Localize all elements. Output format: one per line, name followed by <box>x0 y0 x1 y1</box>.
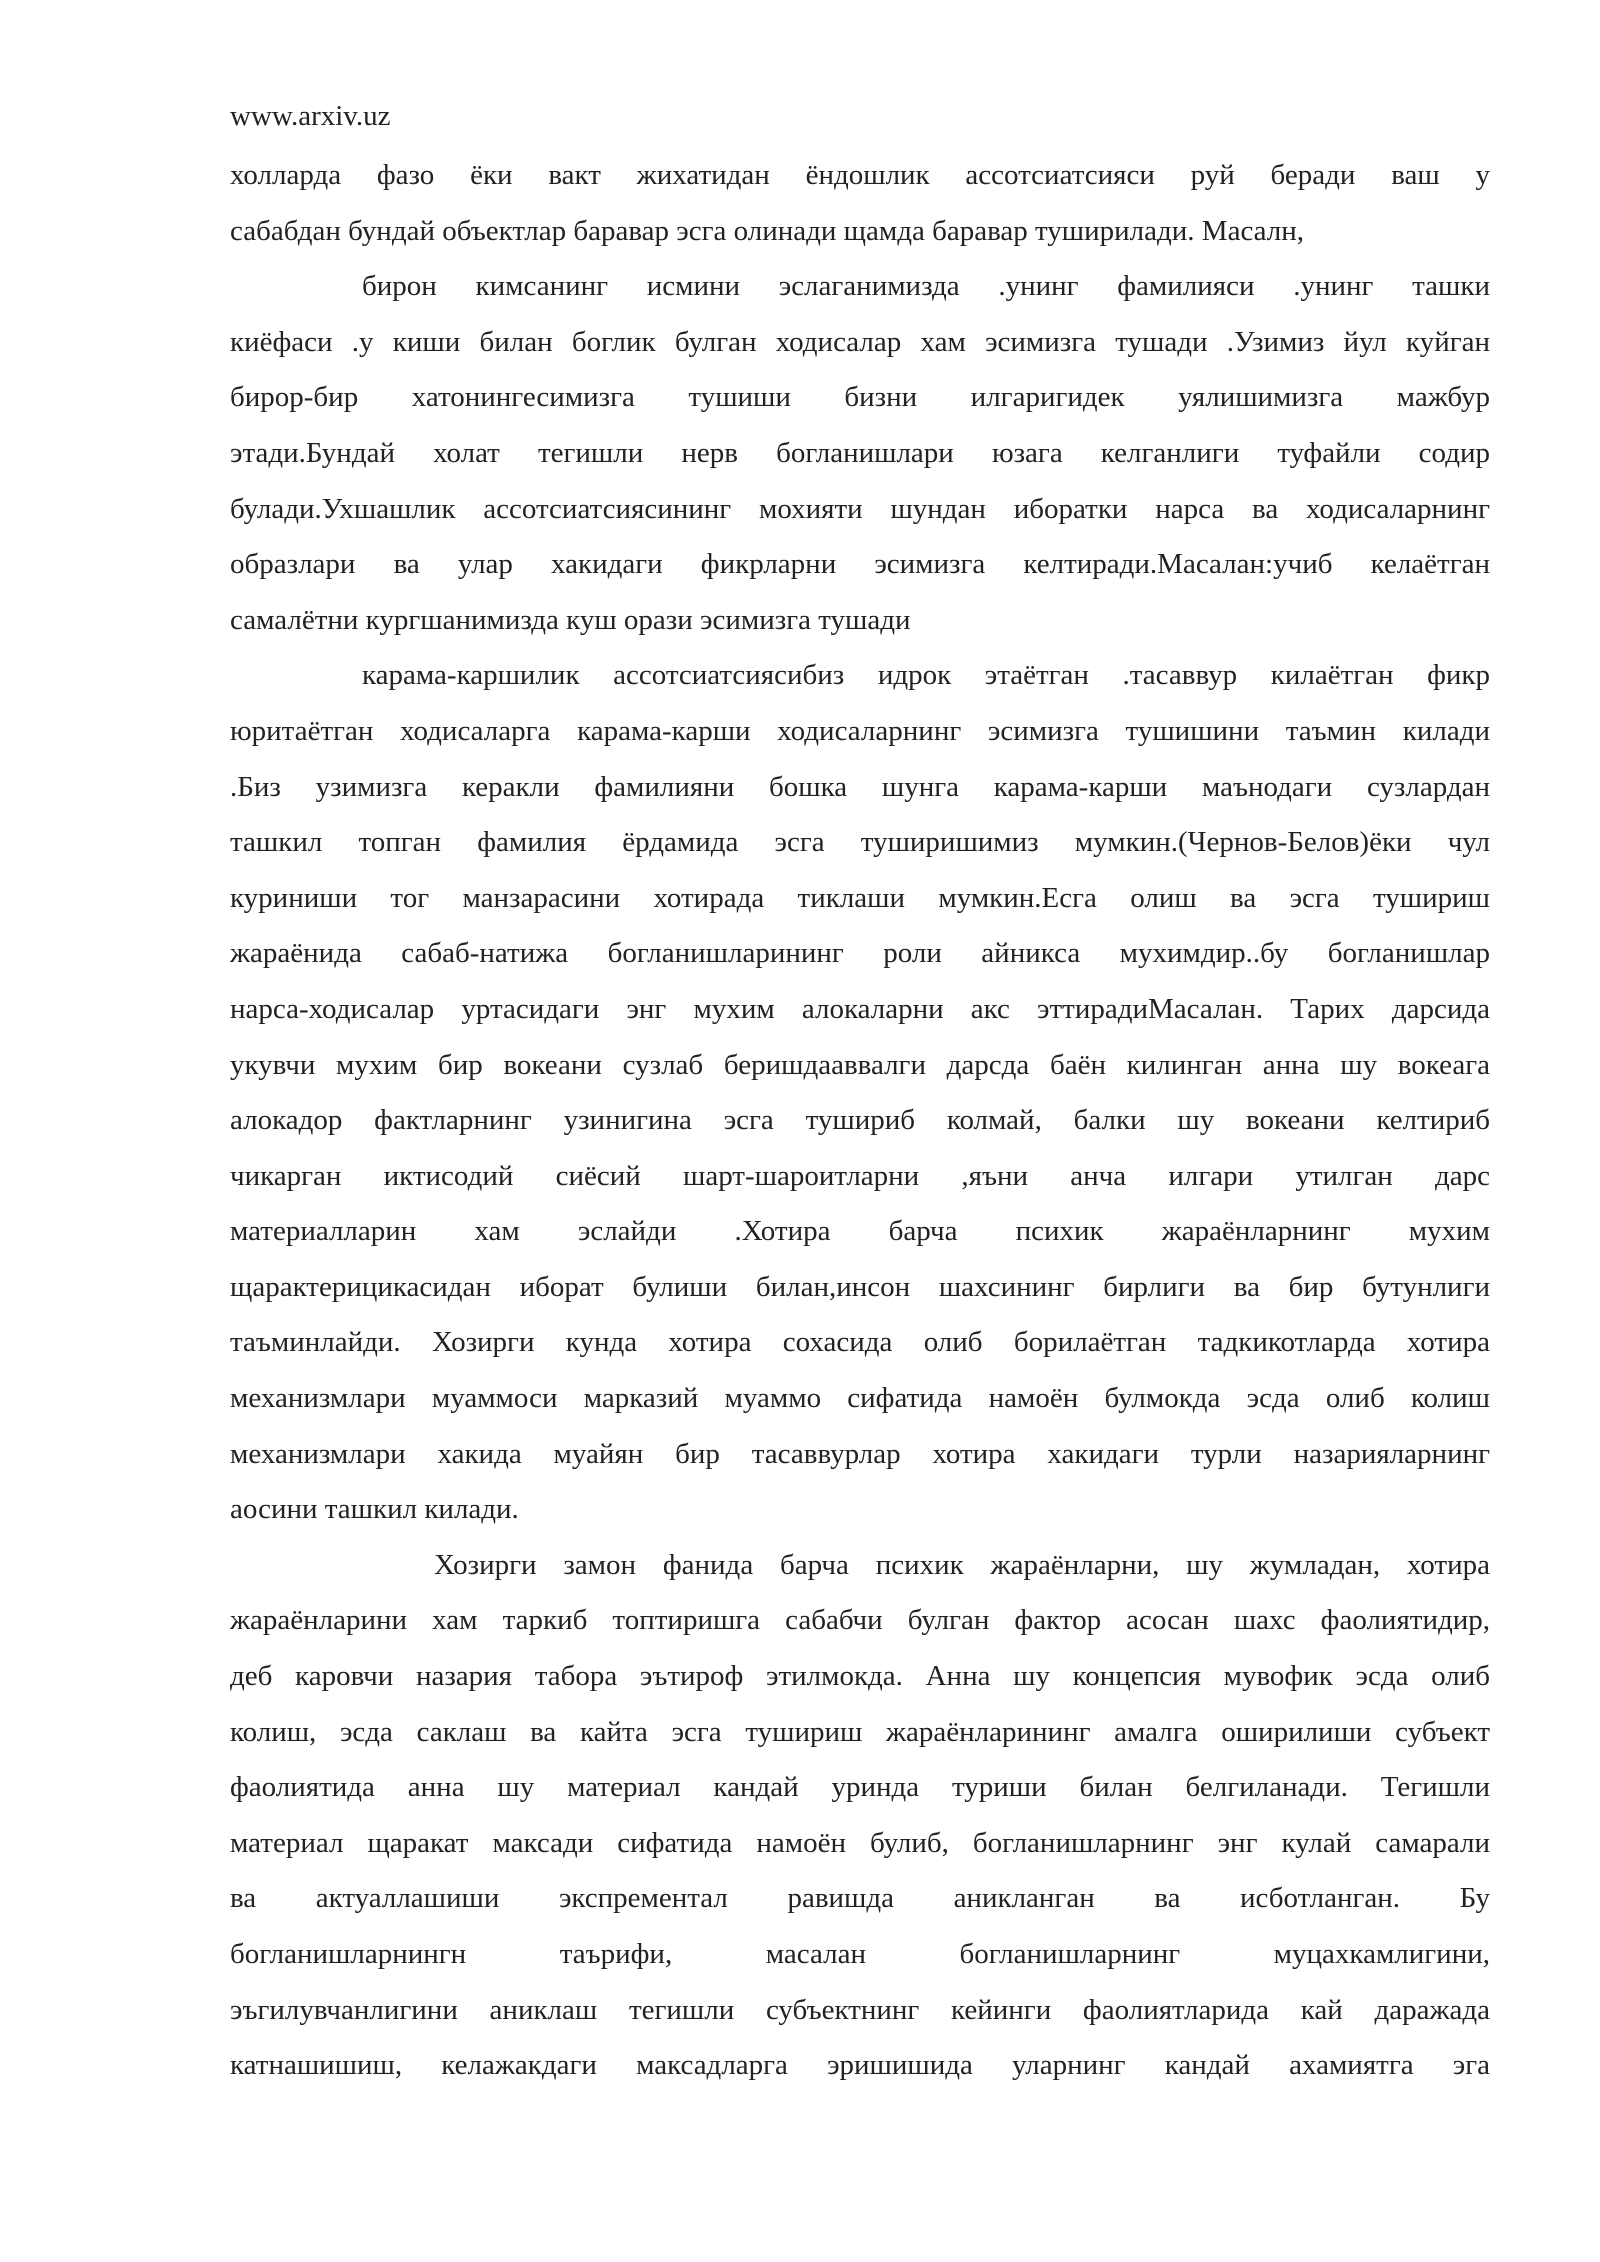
text-line: холларда фазо ёки вакт жихатидан ёндошлик ассотсиатсияси руй беради ваш у <box>230 159 1490 191</box>
text-line: киёфаси .у киши билан боглик булган ходисалар хам эсимизга тушади .Узимиз йул куйган <box>230 325 1490 358</box>
text-line: ва актуаллашиши экспрементал равишда аникланган ва исботланган. Бу <box>230 1882 1490 1915</box>
text-line: деб каровчи назария табора эътироф этилмокда. Анна шу концепсия мувофик эсда олиб <box>230 1660 1490 1693</box>
text-line: булади.Ухшашлик ассотсиатсиясининг мохияти шундан иборатки нарса ва ходисаларнинг <box>230 492 1490 525</box>
text-line: образлари ва улар хакидаги фикрларни эсимизга келтиради.Масалан:учиб келаётган <box>230 548 1490 581</box>
text-line: юритаётган ходисаларга карама-карши ходисаларнинг эсимизга тушишини таъмин килади <box>230 714 1490 747</box>
text-line: материалларин хам эслайди .Хотира барча психик жараёнларнинг мухим <box>230 1215 1490 1248</box>
text-line: жараёнида сабаб-натижа богланишларининг роли айникса мухимдир..бу богланишлар <box>230 937 1490 970</box>
text-line: самалётни кургшанимизда куш орази эсимизга тушади <box>230 603 911 636</box>
text-line: таъминлайди. Хозирги кунда хотира сохасида олиб борилаётган тадкикотларда хотира <box>230 1326 1490 1359</box>
text-line: куриниши тог манзарасини хотирада тиклаши мумкин.Есга олиш ва эсга тушириш <box>230 881 1490 914</box>
text-line: колиш, эсда саклаш ва кайта эсга тушириш жараёнларининг амалга оширилиши субъект <box>230 1715 1490 1748</box>
text-line: аосини ташкил килади. <box>230 1493 519 1526</box>
text-line: бирон кимсанинг исмини эслаганимизда .унинг фамилияси .унинг ташки <box>362 270 1490 303</box>
text-line: эъгилувчанлигини аниклаш тегишли субъектнинг кейинги фаолиятларида кай даражада <box>230 1993 1490 2026</box>
site-header: www.arxiv.uz <box>230 100 391 132</box>
text-line: алокадор фактларнинг узинигина эсга тушириб колмай, балки шу вокеани келтириб <box>230 1104 1490 1137</box>
text-line: .Биз узимизга керакли фамилияни бошка шунга карама-карши маънодаги сузлардан <box>230 770 1490 803</box>
text-line: жараёнларини хам таркиб топтиришга сабабчи булган фактор асосан шахс фаолиятидир, <box>230 1604 1490 1637</box>
text-line: чикарган иктисодий сиёсий шарт-шароитларни ,яъни анча илгари утилган дарс <box>230 1159 1490 1192</box>
text-line: Хозирги замон фанида барча психик жараёнларни, шу жумладан, хотира <box>434 1548 1490 1581</box>
text-line: ташкил топган фамилия ёрдамида эсга туширишимиз мумкин.(Чернов-Белов)ёки чул <box>230 826 1490 859</box>
text-line: механизмлари хакида муайян бир тасаввурлар хотира хакидаги турли назарияларнинг <box>230 1437 1490 1470</box>
text-line: катнашишиш, келажакдаги максадларга эришишида уларнинг кандай ахамиятга эга <box>230 2049 1490 2082</box>
body-text <box>230 148 1490 2094</box>
text-line: нарса-ходисалар уртасидаги энг мухим алокаларни акс эттирадиМасалан. Тарих дарсида <box>230 992 1490 1025</box>
text-line: этади.Бундай холат тегишли нерв богланишлари юзага келганлиги туфайли содир <box>230 436 1490 469</box>
text-line: карама-каршилик ассотсиатсиясибиз идрок этаётган .тасаввур килаётган фикр <box>362 659 1490 692</box>
text-line: сабабдан бундай объектлар баравар эсга олинади щамда баравар туширилади. Масалн, <box>230 214 1305 247</box>
text-line: механизмлари муаммоси марказий муаммо сифатида намоён булмокда эсда олиб колиш <box>230 1382 1490 1415</box>
text-line: материал щаракат максади сифатида намоён булиб, богланишларнинг энг кулай самарали <box>230 1826 1490 1859</box>
text-line: укувчи мухим бир вокеани сузлаб беришдааввалги дарсда баён килинган анна шу вокеага <box>230 1048 1490 1081</box>
text-line: богланишларнингн таърифи, масалан богланишларнинг муцахкамлигини, <box>230 1938 1490 1970</box>
text-line: щарактерицикасидан иборат булиши билан,инсон шахсининг бирлиги ва бир бутунлиги <box>230 1270 1490 1303</box>
text-line: бирор-бир хатонингесимизга тушиши бизни илгаригидек уялишимизга мажбур <box>230 381 1490 414</box>
text-line: фаолиятида анна шу материал кандай уринда туриши билан белгиланади. Тегишли <box>230 1771 1490 1804</box>
